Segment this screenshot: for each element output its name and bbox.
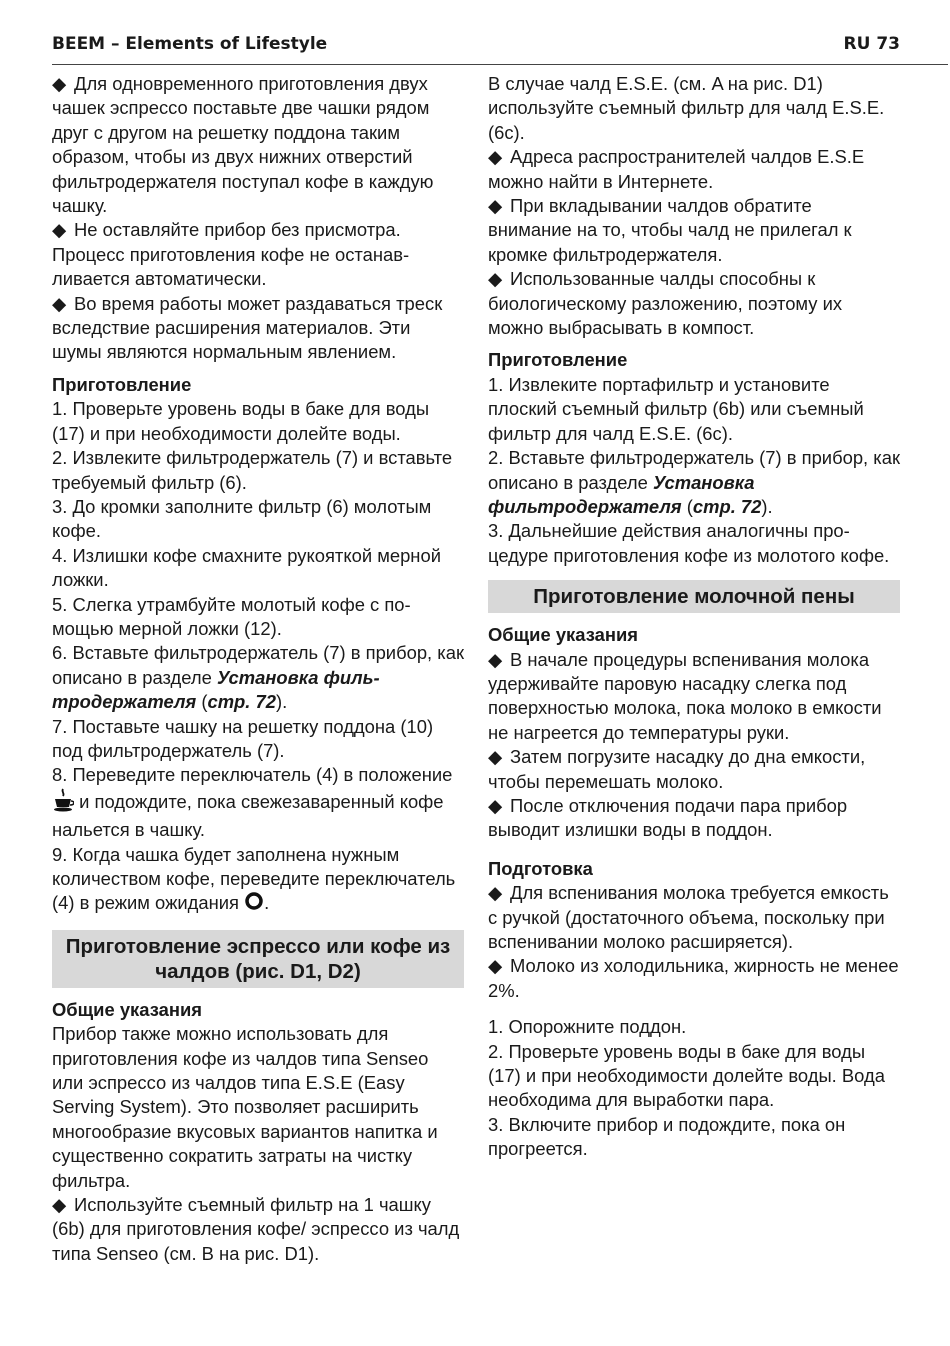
list-item: 6. Вставьте фильтродержатель (7) в прибор, как описано в разделе Установка фильтродержателя (стр. 72). [52, 642, 465, 713]
list-item: 2. Проверьте уровень воды в баке для воды (17) и при необходимости долейте воды. Вода необходима для выработки пара. [488, 1040, 885, 1111]
section-heading: Подготовка [488, 857, 593, 879]
list-item: ◆ Во время работы может раздаваться треск вследствие расширения материалов. Эти шумы являются нормальным явлением. [52, 292, 443, 363]
list-item: 5. Слегка утрамбуйте молотый кофе с помощью мерной ложки (12). [52, 593, 411, 639]
diamond-bullet-icon: ◆ [488, 268, 503, 290]
list-item: 3. До кромки заполните фильтр (6) молотым кофе. [52, 495, 432, 542]
list-item: 2. Вставьте фильтродержатель (7) в прибор, как описано в разделе Установка фильтродержателя (стр. 72). [488, 447, 901, 517]
section-title-box: Приготовление эспрессо или кофе из чалдов (рис. D1, D2) [52, 930, 464, 988]
diamond-bullet-icon: ◆ [488, 195, 503, 217]
standby-ring-icon [244, 891, 264, 917]
diamond-bullet-icon: ◆ [488, 794, 503, 816]
list-item: ◆ Для вспенивания молока требуется емкость с ручкой (достаточного объема, поскольку при вспенивании молоко расширяется). [488, 882, 889, 952]
list-item: ◆ Для одновременного приготовления двух чашек эспрессо поставьте две чашки рядом друг с другом на решетку поддона таким образом, чтобы из двух нижних отверстий фильтродержателя поступал кофе в каждую чашку. [52, 73, 434, 217]
diamond-bullet-icon: ◆ [488, 146, 503, 168]
brand-title: BEEM – Elements of Lifestyle [52, 34, 328, 54]
right-column [488, 72, 900, 1162]
list-item: 2. Извлеките фильтродержатель (7) и вставьте требуемый фильтр (6). [52, 447, 453, 493]
section-heading: Общие указания [52, 998, 202, 1020]
header-rule [52, 64, 948, 65]
list-item: 9. Когда чашка будет заполнена нужным количеством кофе, переведите переключатель (4) в режим ожидания . [52, 843, 464, 918]
coffee-brew-icon [52, 788, 74, 818]
list-item: ◆ После отключения подачи пара прибор выводит излишки воды в поддон. [488, 794, 848, 841]
section-title-box: Приготовление молочной пены [488, 580, 900, 613]
list-item: 1. Проверьте уровень воды в баке для воды (17) и при необходимости долейте воды. [52, 398, 430, 444]
diamond-bullet-icon: ◆ [52, 73, 67, 94]
section-reference: Установка фильтродержателя [52, 666, 380, 713]
list-item: 8. Переведите переключатель (4) в положение и подождите, пока свежезаваренный кофе нальется в чашку. [52, 764, 453, 841]
list-item: ◆ Используйте съемный фильтр на 1 чашку (6b) для приготовления кофе/ эспрессо из чалд типа Senseo (см. B на рис. D1). [52, 1194, 460, 1264]
paragraph: В случае чалд E.S.E. (см. A на рис. D1) используйте съемный фильтр для чалд E.S.E. (6c). [488, 73, 885, 143]
diamond-bullet-icon: ◆ [52, 219, 67, 241]
diamond-bullet-icon: ◆ [52, 292, 67, 314]
diamond-bullet-icon: ◆ [488, 746, 503, 768]
list-item: 7. Поставьте чашку на решетку поддона (10) под фильтродержатель (7). [52, 715, 434, 761]
diamond-bullet-icon: ◆ [488, 955, 503, 977]
list-item: 1. Опорожните поддон. [488, 1016, 687, 1038]
list-item: ◆ Адреса распространителей чалдов E.S.E можно найти в Интернете. [488, 146, 865, 192]
list-item: 1. Извлеките портафильтр и установите плоский съемный фильтр (6b) или съемный фильтр для чалд E.S.E. (6c). [488, 373, 864, 444]
section-heading: Приготовление [52, 373, 192, 395]
diamond-bullet-icon: ◆ [52, 1194, 67, 1216]
section-heading: Приготовление [488, 349, 628, 371]
list-item: ◆ Затем погрузите насадку до дна емкости, чтобы перемешать молоко. [488, 746, 866, 792]
list-item: ◆ Не оставляйте прибор без присмотра. Процесс приготовления кофе не останавливается автоматически. [52, 219, 410, 290]
section-reference: Установка фильтродержателя [488, 471, 755, 517]
page-reference: стр. 72 [207, 691, 276, 713]
page-number: RU 73 [843, 34, 900, 54]
list-item: 3. Включите прибор и подождите, пока он прогреется. [488, 1113, 846, 1160]
page-header [52, 34, 900, 58]
list-item: 3. Дальнейшие действия аналогичны процедуре приготовления кофе из молотого кофе. [488, 520, 890, 566]
diamond-bullet-icon: ◆ [488, 648, 503, 670]
list-item: 4. Излишки кофе смахните рукояткой мерной ложки. [52, 544, 441, 591]
left-column [52, 72, 464, 1266]
page-reference: стр. 72 [692, 495, 762, 517]
list-item: ◆ Молоко из холодильника, жирность не менее 2%. [488, 955, 899, 1001]
diamond-bullet-icon: ◆ [488, 882, 503, 904]
list-item: ◆ Использованные чалды способны к биологическому разложению, поэтому их можно выбрасывать в компост. [488, 268, 843, 339]
list-item: ◆ В начале процедуры вспенивания молока удерживайте паровую насадку слегка под поверхностью молока, пока молоко в емкости не нагреется до температуры руки. [488, 648, 882, 743]
section-heading: Общие указания [488, 624, 638, 646]
list-item: ◆ При вкладывании чалдов обратите внимание на то, чтобы чалд не прилегал к кромке фильтродержателя. [488, 195, 852, 265]
paragraph: Прибор также можно использовать для приготовления кофе из чалдов типа Senseo или эспрессо из чалдов типа E.S.E (Easy Serving System). Это позволяет расширить многообразие вкусовых вариантов напитка и существенно сократить затраты на чистку фильтра. [52, 1023, 438, 1191]
